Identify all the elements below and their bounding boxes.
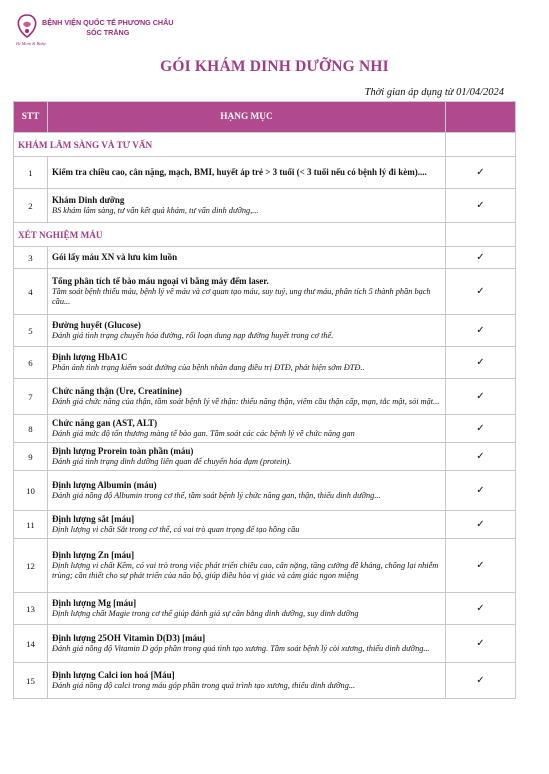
check-icon: ✓ (446, 347, 516, 379)
section-check-cell (446, 133, 516, 157)
table-row (14, 189, 516, 223)
table-row (14, 269, 516, 315)
row-number: 15 (14, 663, 48, 699)
table-row (14, 663, 516, 699)
row-item (48, 315, 446, 347)
item-name: Đường huyết (Glucose) (52, 320, 141, 331)
table-row (14, 415, 516, 443)
item-description: Đánh giá nồng độ Vitamin D góp phần trong quá tình tạo xương. Tầm soát bệnh lý còi xương, thiếu dinh dưỡng... (52, 643, 430, 653)
row-item (48, 539, 446, 593)
item-description: Định lượng chất Magie trong cơ thể giúp đánh giá sự cân bằng dinh dưỡng, suy dinh dưỡng (52, 608, 359, 618)
table-row (14, 247, 516, 269)
item-description: Đánh giá chức năng của thận, tầm soát bệnh lý về thận: thiểu năng thận, viêm cầu thận cấp, mạn, tắc mật, sỏi mật... (52, 396, 440, 406)
row-item (48, 247, 446, 269)
row-number: 7 (14, 379, 48, 415)
item-name: Tổng phân tích tế bào máu ngoại vi bằng máy đếm laser. (52, 276, 269, 287)
row-number: 11 (14, 511, 48, 539)
section-title: XÉT NGHIỆM MÁU (14, 223, 446, 247)
row-item (48, 471, 446, 511)
row-item (48, 443, 446, 471)
slogan: Hi Mom & Baby (16, 41, 46, 46)
page-title: GÓI KHÁM DINH DƯỠNG NHI (160, 58, 389, 75)
item-name: Định lượng Zn [máu] (52, 550, 135, 561)
table-row (14, 471, 516, 511)
row-number: 14 (14, 625, 48, 663)
row-item (48, 415, 446, 443)
item-description: BS khám lâm sàng, tư vấn kết quả khám, tư vấn dinh dưỡng,... (52, 205, 259, 215)
header-stt: STT (14, 102, 48, 133)
table-row (14, 443, 516, 471)
effective-date: Thời gian áp dụng từ 01/04/2024 (364, 87, 504, 98)
section-check-cell (446, 223, 516, 247)
hospital-name-line2: SÓC TRĂNG (86, 28, 130, 37)
check-icon: ✓ (446, 157, 516, 189)
section-row (14, 223, 516, 247)
item-name: Định lượng Calci ion hoá [Máu] (52, 670, 175, 681)
table-row (14, 625, 516, 663)
table-row (14, 379, 516, 415)
item-name: Khám Dinh dưỡng (52, 195, 125, 206)
item-name: Kiểm tra chiều cao, cân nặng, mạch, BMI, huyết áp trẻ > 3 tuổi (< 3 tuổi nếu có bệnh lý đi kèm).... (52, 167, 427, 178)
item-description: Định lượng vi chất Kẽm, có vai trò trong việc phát triển chiều cao, cân nặng, tăng cường đề kháng, chống lại nhiễm trùng; cần thiết cho sự phát triển của não bộ, giúp điều hòa vị giác và cảm giác ngon miệng (52, 560, 439, 580)
table-body (14, 133, 516, 699)
item-name: Định lượng sắt [máu] (52, 514, 135, 525)
row-number: 6 (14, 347, 48, 379)
item-description: Đánh giá mức độ tổn thương màng tế bào gan. Tầm soát các các bệnh lý về chức năng gan (52, 428, 355, 438)
row-item (48, 379, 446, 415)
item-name: Chức năng thận (Ure, Creatinine) (52, 386, 182, 397)
row-item (48, 189, 446, 223)
table-row (14, 539, 516, 593)
item-description: Tầm soát bệnh thiếu máu, bệnh lý về máu và cơ quan tạo máu, suy tuỷ, ung thư máu, phân tích 5 thành phần bạch cầu... (52, 286, 431, 306)
row-number: 13 (14, 593, 48, 625)
check-icon: ✓ (446, 379, 516, 415)
item-description: Định lượng vi chất Sắt trong cơ thể, có vai trò quan trọng để tạo hồng cầu (52, 524, 300, 534)
header-item: HẠNG MỤC (48, 102, 446, 133)
row-item (48, 663, 446, 699)
check-icon: ✓ (446, 247, 516, 269)
row-number: 4 (14, 269, 48, 315)
section-title: KHÁM LÂM SÀNG VÀ TƯ VẤN (14, 133, 446, 157)
package-table (13, 101, 516, 699)
section-row (14, 133, 516, 157)
item-name: Định lượng 25OH Vitamin D(D3) [máu] (52, 633, 206, 644)
table-row (14, 157, 516, 189)
check-icon: ✓ (446, 511, 516, 539)
header-check (446, 102, 516, 133)
table-row (14, 511, 516, 539)
item-description: Phản ánh tình trạng kiểm soát đường của bệnh nhân đang điều trị ĐTĐ, phát hiện sớm ĐTĐ.. (52, 362, 365, 372)
hospital-name (42, 18, 174, 38)
item-name: Định lượng HbA1C (52, 352, 128, 363)
table-row (14, 315, 516, 347)
check-icon: ✓ (446, 539, 516, 593)
check-icon: ✓ (446, 663, 516, 699)
check-icon: ✓ (446, 443, 516, 471)
row-number: 8 (14, 415, 48, 443)
item-description: Đánh giá nồng độ calci trong máu góp phần trong quá trình tạo xương, thiếu dinh dưỡng... (52, 680, 356, 690)
row-number: 2 (14, 189, 48, 223)
row-number: 5 (14, 315, 48, 347)
row-number: 12 (14, 539, 48, 593)
item-name: Gói lấy máu XN và lưu kim luồn (52, 252, 178, 263)
check-icon: ✓ (446, 625, 516, 663)
check-icon: ✓ (446, 189, 516, 223)
row-number: 10 (14, 471, 48, 511)
row-item (48, 347, 446, 379)
hospital-logo-icon (14, 12, 40, 40)
table-row (14, 593, 516, 625)
row-number: 3 (14, 247, 48, 269)
check-icon: ✓ (446, 415, 516, 443)
check-icon: ✓ (446, 593, 516, 625)
item-name: Định lượng Prorein toàn phần (máu) (52, 446, 194, 457)
table-row (14, 347, 516, 379)
check-icon: ✓ (446, 471, 516, 511)
item-description: Đánh giá tình trạng chuyển hóa đường, rối loạn dung nạp đường huyết trong cơ thể. (52, 330, 334, 340)
item-description: Đánh giá nồng độ Albumin trong cơ thể, tầm soát bệnh lý chức năng gan, thận, thiểu dinh dưỡng... (52, 490, 381, 500)
row-item (48, 157, 446, 189)
row-number: 9 (14, 443, 48, 471)
check-icon: ✓ (446, 269, 516, 315)
item-name: Định lượng Mg [máu] (52, 598, 137, 609)
table-header-row (14, 102, 516, 133)
row-item (48, 269, 446, 315)
item-name: Định lượng Albumin (máu) (52, 480, 157, 491)
item-name: Chức năng gan (AST, ALT) (52, 418, 158, 429)
hospital-name-line1: BỆNH VIỆN QUỐC TẾ PHƯƠNG CHÂU (42, 18, 174, 27)
row-item (48, 511, 446, 539)
check-icon: ✓ (446, 315, 516, 347)
row-item (48, 625, 446, 663)
item-description: Đánh giá tình trạng dinh dưỡng liên quan để chuyển hóa đạm (protein). (52, 456, 292, 466)
row-number: 1 (14, 157, 48, 189)
row-item (48, 593, 446, 625)
hospital-header (14, 10, 274, 50)
